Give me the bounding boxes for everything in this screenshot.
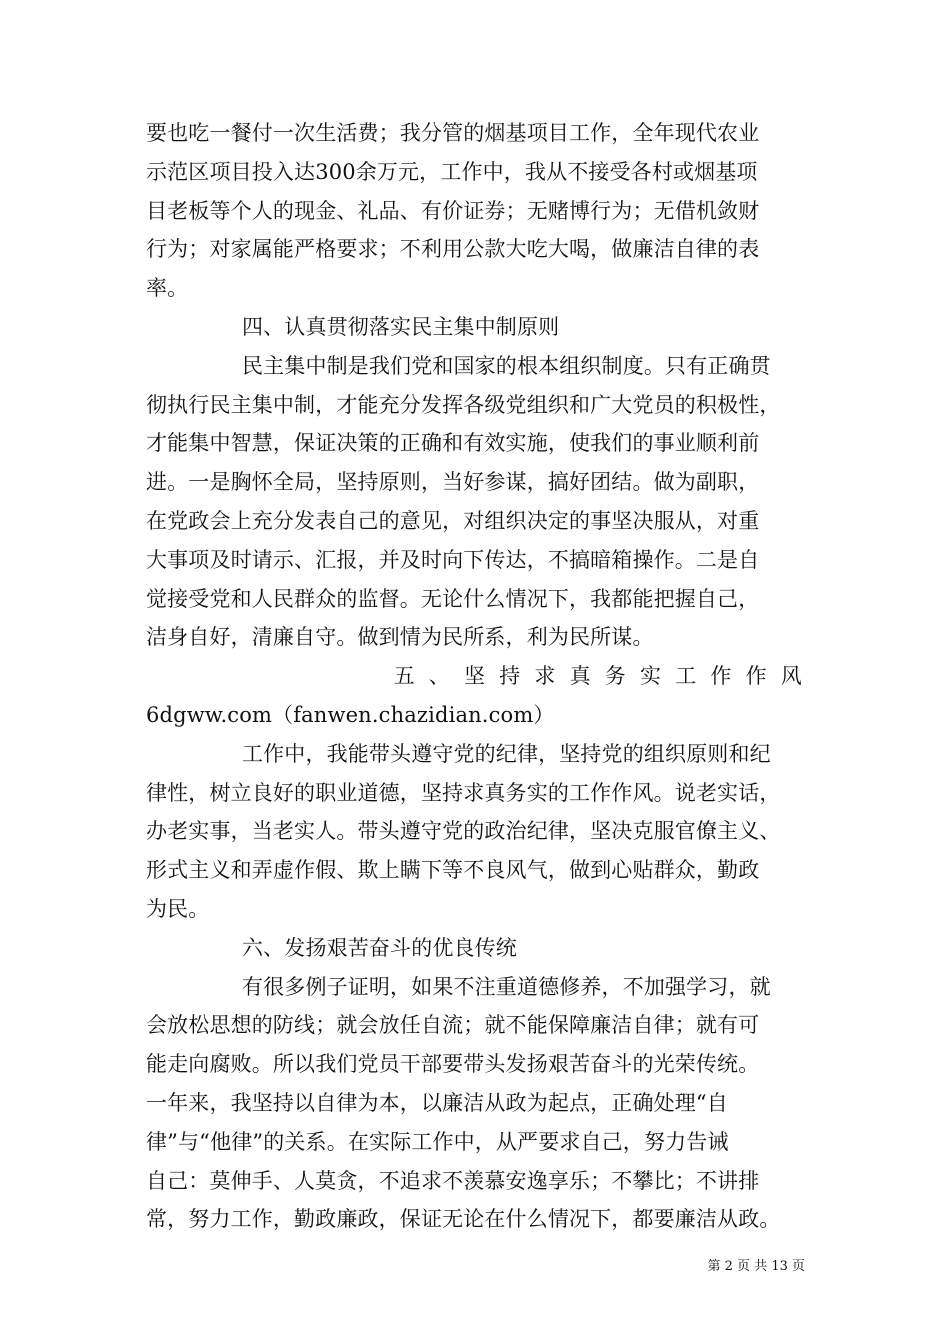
text-line: 才能集中智慧，保证决策的正确和有效实施，使我们的事业顺利前: [146, 431, 760, 456]
text-line: 为民。: [146, 896, 210, 921]
text-line: 工作中，我能带头遵守党的纪律，坚持党的组织原则和纪: [242, 741, 771, 766]
text-line: 率。: [146, 276, 189, 301]
section-heading: 五、坚持求真务实工作作风: [393, 664, 816, 689]
text-line: 律”与“他律”的关系。在实际工作中，从严要求自己，努力告诫: [146, 1129, 729, 1154]
text-line: 行为；对家属能严格要求；不利用公款大吃大喝，做廉洁自律的表: [146, 237, 760, 262]
text-line: 常，努力工作，勤政廉政，保证无论在什么情况下，都要廉洁从政。: [146, 1207, 781, 1232]
section-heading: 四、认真贯彻落实民主集中制原则: [242, 314, 560, 339]
page-number: 第 2 页 共 13 页: [707, 1259, 805, 1274]
body-text: [146, 114, 816, 1239]
text-line: 民主集中制是我们党和国家的根本组织制度。只有正确贯: [242, 353, 771, 378]
text-line: 大事项及时请示、汇报，并及时向下传达，不搞暗箱操作。二是自: [146, 547, 760, 572]
text-line: 目老板等个人的现金、礼品、有价证券；无赌博行为；无借机敛财: [146, 198, 760, 223]
text-line: 进。一是胸怀全局，坚持原则，当好参谋，搞好团结。做为副职，: [146, 470, 760, 495]
text-line: 要也吃一餐付一次生活费；我分管的烟基项目工作，全年现代农业: [146, 121, 760, 145]
text-line: 会放松思想的防线；就会放任自流；就不能保障廉洁自律；就有可: [146, 1013, 760, 1038]
text-line: 觉接受党和人民群众的监督。无论什么情况下，我都能把握自己，: [146, 586, 760, 611]
text-line: 有很多例子证明，如果不注重道德修养，不加强学习，就: [242, 974, 771, 999]
text-line: 律性，树立良好的职业道德，坚持求真务实的工作作风。说老实话，: [146, 780, 781, 805]
text-line: 办老实事，当老实人。带头遵守党的政治纪律，坚决克服官僚主义、: [146, 819, 781, 844]
text-line: 一年来，我坚持以自律为本，以廉洁从政为起点，正确处理“自: [146, 1090, 728, 1115]
text-line: 彻执行民主集中制，才能充分发挥各级党组织和广大党员的积极性，: [146, 392, 781, 417]
text-line: 6dgww.com（fanwen.chazidian.com）: [146, 702, 555, 727]
text-line: 自己：莫伸手、人莫贪，不追求不羡慕安逸享乐；不攀比；不讲排: [146, 1168, 760, 1193]
text-line: 形式主义和弄虚作假、欺上瞒下等不良风气，做到心贴群众，勤政: [146, 858, 760, 883]
text-line: 能走向腐败。所以我们党员干部要带头发扬艰苦奋斗的光荣传统。: [146, 1052, 760, 1077]
text-line: 示范区项目投入达300余万元，工作中，我从不接受各村或烟基项: [146, 159, 758, 184]
section-heading: 六、发扬艰苦奋斗的优良传统: [242, 935, 517, 960]
text-line: 洁身自好，清廉自守。做到情为民所系，利为民所谋。: [146, 625, 654, 650]
text-line: 在党政会上充分发表自己的意见，对组织决定的事坚决服从，对重: [146, 508, 760, 533]
